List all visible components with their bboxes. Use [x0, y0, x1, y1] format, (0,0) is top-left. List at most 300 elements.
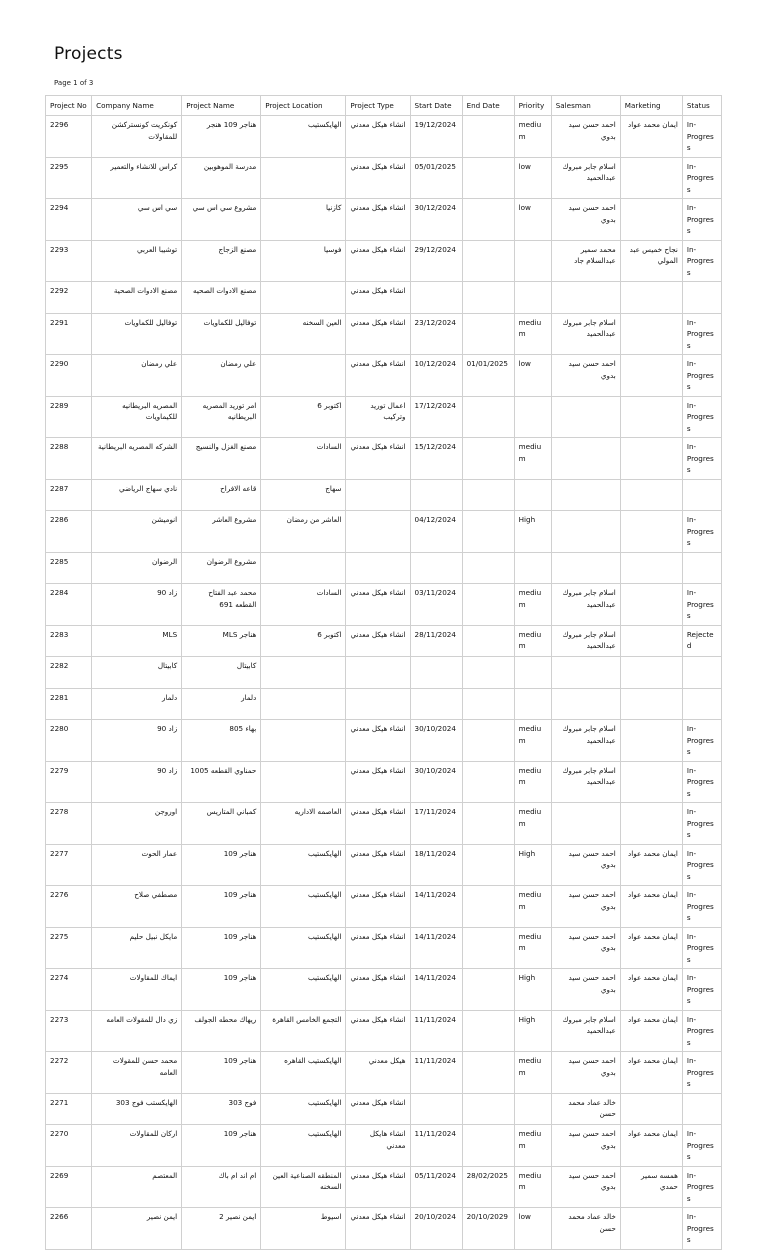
table-row: [46, 1166, 722, 1208]
table-cell: اسلام جابر مبروك عبدالحميد: [551, 584, 620, 626]
table-cell: مصنع الادوات الصحية: [92, 282, 182, 314]
table-cell: [346, 511, 410, 553]
table-cell: انشاء هيكل معدني: [346, 313, 410, 355]
table-cell: انشاء هيكل معدني: [346, 969, 410, 1011]
table-row: [46, 969, 722, 1011]
table-cell: [462, 1125, 514, 1167]
table-cell: 05/11/2024: [410, 1166, 462, 1208]
table-cell: اركان للمقاولات: [92, 1125, 182, 1167]
table-cell: low: [514, 157, 551, 199]
table-cell: 01/01/2025: [462, 355, 514, 397]
table-cell: In-Progress: [682, 886, 721, 928]
table-cell: محمد سمير عبدالسلام جاد: [551, 240, 620, 282]
table-cell: In-Progress: [682, 157, 721, 199]
table-cell: زاد 90: [92, 761, 182, 803]
table-cell: 2283: [46, 625, 92, 657]
table-cell: انشاء هيكل معدني: [346, 927, 410, 969]
table-cell: [620, 396, 682, 438]
table-cell: 2295: [46, 157, 92, 199]
table-cell: [462, 625, 514, 657]
table-cell: [551, 282, 620, 314]
table-cell: medium: [514, 1052, 551, 1094]
table-cell: 11/11/2024: [410, 1052, 462, 1094]
table-cell: [261, 761, 346, 803]
column-header: Project No: [46, 96, 92, 116]
table-cell: In-Progress: [682, 438, 721, 480]
table-cell: مصنع الادوات الصحيه: [182, 282, 261, 314]
table-cell: medium: [514, 927, 551, 969]
table-cell: [462, 479, 514, 511]
table-cell: [514, 552, 551, 584]
table-cell: هناجر MLS: [182, 625, 261, 657]
table-cell: اكتوبر 6: [261, 396, 346, 438]
table-cell: [551, 396, 620, 438]
table-cell: In-Progress: [682, 355, 721, 397]
table-cell: المنطقه الصناعية العين السخنه: [261, 1166, 346, 1208]
table-cell: [462, 720, 514, 762]
table-cell: 29/12/2024: [410, 240, 462, 282]
table-cell: 11/11/2024: [410, 1125, 462, 1167]
table-cell: In-Progress: [682, 1208, 721, 1250]
table-cell: 15/12/2024: [410, 438, 462, 480]
table-cell: 20/10/2029: [462, 1208, 514, 1250]
table-cell: 19/12/2024: [410, 116, 462, 158]
table-cell: علي رمضان: [182, 355, 261, 397]
table-cell: [410, 657, 462, 689]
table-cell: low: [514, 1208, 551, 1250]
table-row: [46, 720, 722, 762]
table-cell: [462, 552, 514, 584]
table-cell: التجمع الخامس القاهرة: [261, 1010, 346, 1052]
table-cell: اكتوبر 6: [261, 625, 346, 657]
table-row: [46, 657, 722, 689]
table-cell: [620, 313, 682, 355]
table-cell: [462, 313, 514, 355]
table-cell: 30/10/2024: [410, 720, 462, 762]
column-header: Project Type: [346, 96, 410, 116]
table-cell: ايمان محمد عواد: [620, 116, 682, 158]
table-cell: انشاء هيكل معدني: [346, 584, 410, 626]
table-cell: الهايكستيب: [261, 844, 346, 886]
table-cell: ايمان محمد عواد: [620, 844, 682, 886]
table-cell: [620, 438, 682, 480]
table-cell: كابيتال: [92, 657, 182, 689]
table-cell: 2273: [46, 1010, 92, 1052]
table-cell: امر توريد المصريه البريطانيه: [182, 396, 261, 438]
table-cell: [514, 282, 551, 314]
table-cell: السادات: [261, 438, 346, 480]
table-cell: 2293: [46, 240, 92, 282]
table-row: [46, 761, 722, 803]
table-cell: [514, 396, 551, 438]
table-cell: [462, 761, 514, 803]
table-row: [46, 1208, 722, 1250]
table-cell: مصطفي صلاح: [92, 886, 182, 928]
table-cell: المصريه البريطانيه للكيماويات: [92, 396, 182, 438]
table-cell: كراس للانشاء والتعمير: [92, 157, 182, 199]
table-cell: [620, 584, 682, 626]
table-cell: انشاء هايكل معدني: [346, 1125, 410, 1167]
table-cell: [620, 1208, 682, 1250]
table-cell: الهايكستيب: [261, 886, 346, 928]
table-cell: مشروع العاشر: [182, 511, 261, 553]
table-cell: [620, 479, 682, 511]
table-cell: 2266: [46, 1208, 92, 1250]
table-cell: احمد حسن سيد بدوي: [551, 1166, 620, 1208]
table-cell: فوج 303: [182, 1093, 261, 1125]
table-cell: [514, 1093, 551, 1125]
table-cell: [620, 688, 682, 720]
table-cell: 30/10/2024: [410, 761, 462, 803]
table-cell: مصنع الغزل والنسيج: [182, 438, 261, 480]
table-cell: الشركه المصريه البريطانية: [92, 438, 182, 480]
table-row: [46, 1052, 722, 1094]
table-cell: In-Progress: [682, 844, 721, 886]
table-cell: [261, 355, 346, 397]
table-cell: اوروجن: [92, 803, 182, 845]
table-cell: خالد عماد محمد حسن: [551, 1208, 620, 1250]
table-cell: [462, 438, 514, 480]
table-cell: medium: [514, 584, 551, 626]
table-cell: [410, 552, 462, 584]
table-cell: [462, 396, 514, 438]
table-cell: هيكل معدني: [346, 1052, 410, 1094]
table-cell: In-Progress: [682, 116, 721, 158]
table-cell: 18/11/2024: [410, 844, 462, 886]
table-cell: [261, 720, 346, 762]
table-cell: 30/12/2024: [410, 199, 462, 241]
table-cell: [462, 116, 514, 158]
table-cell: قاعه الافراح: [182, 479, 261, 511]
table-cell: medium: [514, 803, 551, 845]
table-cell: اسلام جابر مبروك عبدالحميد: [551, 720, 620, 762]
table-cell: medium: [514, 313, 551, 355]
table-cell: [551, 552, 620, 584]
table-row: [46, 355, 722, 397]
table-row: [46, 886, 722, 928]
table-row: [46, 313, 722, 355]
table-cell: توفاليل للكماويات: [182, 313, 261, 355]
table-cell: [551, 688, 620, 720]
table-cell: [462, 157, 514, 199]
table-cell: [620, 657, 682, 689]
table-cell: انشاء هيكل معدني: [346, 157, 410, 199]
table-cell: اسيوط: [261, 1208, 346, 1250]
table-cell: سي اس سي: [92, 199, 182, 241]
table-cell: low: [514, 355, 551, 397]
table-cell: In-Progress: [682, 584, 721, 626]
table-cell: احمد حسن سيد بدوي: [551, 199, 620, 241]
table-cell: In-Progress: [682, 1052, 721, 1094]
table-cell: 2291: [46, 313, 92, 355]
table-cell: 2269: [46, 1166, 92, 1208]
table-row: [46, 479, 722, 511]
table-cell: [620, 761, 682, 803]
page-title: Projects: [54, 44, 123, 64]
table-cell: الهايكستيب: [261, 116, 346, 158]
table-row: [46, 927, 722, 969]
table-cell: انشاء هيكل معدني: [346, 199, 410, 241]
table-header-row: [46, 96, 722, 116]
table-cell: In-Progress: [682, 396, 721, 438]
table-cell: احمد حسن سيد بدوي: [551, 116, 620, 158]
table-cell: [682, 552, 721, 584]
table-cell: السادات: [261, 584, 346, 626]
table-cell: انشاء هيكل معدني: [346, 1166, 410, 1208]
table-cell: [462, 1010, 514, 1052]
table-cell: احمد حسن سيد بدوي: [551, 844, 620, 886]
table-cell: كابيتال: [182, 657, 261, 689]
table-cell: [620, 803, 682, 845]
table-cell: زاد 90: [92, 584, 182, 626]
table-cell: مدرسة الموهوبين: [182, 157, 261, 199]
table-row: [46, 625, 722, 657]
table-cell: مصنع الزجاج: [182, 240, 261, 282]
table-cell: 2271: [46, 1093, 92, 1125]
table-cell: In-Progress: [682, 969, 721, 1011]
table-cell: فوسيا: [261, 240, 346, 282]
table-cell: [551, 479, 620, 511]
table-cell: احمد حسن سيد بدوي: [551, 355, 620, 397]
table-cell: ريهاك محطه الجولف: [182, 1010, 261, 1052]
table-cell: [462, 584, 514, 626]
table-cell: High: [514, 511, 551, 553]
table-cell: احمد حسن سيد بدوي: [551, 886, 620, 928]
table-cell: [462, 927, 514, 969]
table-cell: medium: [514, 116, 551, 158]
table-cell: 28/11/2024: [410, 625, 462, 657]
table-cell: الرضوان: [92, 552, 182, 584]
table-cell: 2282: [46, 657, 92, 689]
table-cell: انشاء هيكل معدني: [346, 355, 410, 397]
table-cell: العاشر من رمضان: [261, 511, 346, 553]
column-header: Project Name: [182, 96, 261, 116]
table-cell: 2284: [46, 584, 92, 626]
table-cell: هناجر 109: [182, 927, 261, 969]
table-cell: انشاء هيكل معدني: [346, 625, 410, 657]
table-cell: 28/02/2025: [462, 1166, 514, 1208]
table-row: [46, 240, 722, 282]
table-cell: [514, 688, 551, 720]
table-cell: كونكريت كونستركشن للمقاولات: [92, 116, 182, 158]
table-cell: 2270: [46, 1125, 92, 1167]
table-cell: [462, 969, 514, 1011]
table-cell: ايمان محمد عواد: [620, 1010, 682, 1052]
table-row: [46, 803, 722, 845]
table-cell: 14/11/2024: [410, 886, 462, 928]
table-cell: 03/11/2024: [410, 584, 462, 626]
table-row: [46, 282, 722, 314]
table-cell: [261, 657, 346, 689]
table-cell: ايمان محمد عواد: [620, 969, 682, 1011]
table-cell: دلمار: [92, 688, 182, 720]
table-cell: اعمال توريد وتركيب: [346, 396, 410, 438]
table-cell: [620, 282, 682, 314]
table-cell: medium: [514, 886, 551, 928]
table-cell: [620, 1093, 682, 1125]
table-cell: انشاء هيكل معدني: [346, 1208, 410, 1250]
column-header: End Date: [462, 96, 514, 116]
table-cell: 14/11/2024: [410, 969, 462, 1011]
table-cell: [620, 625, 682, 657]
table-cell: Rejected: [682, 625, 721, 657]
table-cell: مايكل نبيل حليم: [92, 927, 182, 969]
table-cell: انشاء هيكل معدني: [346, 803, 410, 845]
table-cell: medium: [514, 625, 551, 657]
table-cell: احمد حسن سيد بدوي: [551, 1125, 620, 1167]
table-cell: كمباني المتاريس: [182, 803, 261, 845]
table-cell: [682, 479, 721, 511]
projects-table: [45, 95, 722, 1250]
table-cell: In-Progress: [682, 313, 721, 355]
table-cell: 2278: [46, 803, 92, 845]
table-cell: توشيبا العربي: [92, 240, 182, 282]
table-cell: medium: [514, 1166, 551, 1208]
table-cell: 2286: [46, 511, 92, 553]
column-header: Marketing: [620, 96, 682, 116]
table-cell: High: [514, 844, 551, 886]
table-cell: [682, 688, 721, 720]
table-cell: نادي سهاج الرياضي: [92, 479, 182, 511]
table-cell: خالد عماد محمد حسن: [551, 1093, 620, 1125]
table-cell: الهايكستيب: [261, 927, 346, 969]
table-cell: ايمن نصير: [92, 1208, 182, 1250]
table-cell: هناجر 109 هنجر: [182, 116, 261, 158]
table-row: [46, 688, 722, 720]
table-cell: نجاح خميس عبد المولي: [620, 240, 682, 282]
table-cell: انشاء هيكل معدني: [346, 761, 410, 803]
table-cell: 04/12/2024: [410, 511, 462, 553]
table-cell: هناجر 109: [182, 1125, 261, 1167]
table-cell: [346, 552, 410, 584]
table-cell: انشاء هيكل معدني: [346, 116, 410, 158]
table-cell: In-Progress: [682, 511, 721, 553]
table-cell: زي دال للمقولات العامه: [92, 1010, 182, 1052]
table-row: [46, 552, 722, 584]
table-cell: [410, 282, 462, 314]
table-cell: [346, 657, 410, 689]
table-cell: 05/01/2025: [410, 157, 462, 199]
table-cell: احمد حسن سيد بدوي: [551, 1052, 620, 1094]
table-cell: 2276: [46, 886, 92, 928]
table-cell: 2281: [46, 688, 92, 720]
table-cell: 2290: [46, 355, 92, 397]
table-cell: [462, 803, 514, 845]
table-cell: [261, 552, 346, 584]
table-cell: انشاء هيكل معدني: [346, 1010, 410, 1052]
table-cell: دلمار: [182, 688, 261, 720]
table-cell: 23/12/2024: [410, 313, 462, 355]
table-cell: In-Progress: [682, 1166, 721, 1208]
table-cell: [462, 886, 514, 928]
table-cell: محمد عبد الفتاح القطعه 691: [182, 584, 261, 626]
table-cell: [462, 240, 514, 282]
table-cell: الهايكستيب: [261, 969, 346, 1011]
table-cell: [462, 688, 514, 720]
table-cell: 17/11/2024: [410, 803, 462, 845]
table-cell: [410, 1093, 462, 1125]
column-header: Salesman: [551, 96, 620, 116]
table-cell: [462, 657, 514, 689]
table-cell: انشاء هيكل معدني: [346, 438, 410, 480]
table-row: [46, 511, 722, 553]
table-row: [46, 1010, 722, 1052]
table-cell: In-Progress: [682, 1125, 721, 1167]
table-cell: [514, 657, 551, 689]
table-cell: ايماك للمقاولات: [92, 969, 182, 1011]
table-cell: 2275: [46, 927, 92, 969]
table-cell: 20/10/2024: [410, 1208, 462, 1250]
table-cell: احمد حسن سيد بدوي: [551, 969, 620, 1011]
table-cell: انشاء هيكل معدني: [346, 844, 410, 886]
table-cell: [682, 282, 721, 314]
table-cell: In-Progress: [682, 1010, 721, 1052]
table-cell: In-Progress: [682, 803, 721, 845]
table-cell: كازنيا: [261, 199, 346, 241]
table-cell: In-Progress: [682, 199, 721, 241]
table-cell: [462, 199, 514, 241]
table-cell: [514, 479, 551, 511]
table-cell: عمار الحوت: [92, 844, 182, 886]
table-cell: 2289: [46, 396, 92, 438]
table-cell: [462, 511, 514, 553]
table-cell: انشاء هيكل معدني: [346, 886, 410, 928]
table-cell: المعتصم: [92, 1166, 182, 1208]
column-header: Start Date: [410, 96, 462, 116]
table-cell: [682, 1093, 721, 1125]
table-cell: [514, 240, 551, 282]
table-cell: [620, 720, 682, 762]
table-cell: 2272: [46, 1052, 92, 1094]
table-cell: 2279: [46, 761, 92, 803]
table-cell: 2296: [46, 116, 92, 158]
table-cell: 2288: [46, 438, 92, 480]
table-cell: medium: [514, 720, 551, 762]
column-header: Company Name: [92, 96, 182, 116]
table-cell: الهايكستيب: [261, 1125, 346, 1167]
column-header: Status: [682, 96, 721, 116]
table-cell: 2280: [46, 720, 92, 762]
table-cell: 10/12/2024: [410, 355, 462, 397]
table-cell: 2294: [46, 199, 92, 241]
table-cell: In-Progress: [682, 927, 721, 969]
table-cell: اسلام جابر مبروك عبدالحميد: [551, 761, 620, 803]
table-cell: [620, 511, 682, 553]
table-cell: 14/11/2024: [410, 927, 462, 969]
table-cell: ايمان محمد عواد: [620, 1125, 682, 1167]
table-cell: هناجر 109: [182, 969, 261, 1011]
table-cell: علي رمضان: [92, 355, 182, 397]
table-cell: High: [514, 1010, 551, 1052]
table-cell: 2285: [46, 552, 92, 584]
table-cell: [261, 688, 346, 720]
table-cell: هناجر 109: [182, 844, 261, 886]
table-cell: ايمان محمد عواد: [620, 1052, 682, 1094]
table-cell: انشاء هيكل معدني: [346, 720, 410, 762]
table-row: [46, 199, 722, 241]
table-cell: زاد 90: [92, 720, 182, 762]
table-cell: هناجر 109: [182, 886, 261, 928]
table-cell: مشروع سي اس سي: [182, 199, 261, 241]
table-row: [46, 157, 722, 199]
table-cell: ام اند ام باك: [182, 1166, 261, 1208]
table-cell: 2287: [46, 479, 92, 511]
table-cell: ايمان محمد عواد: [620, 886, 682, 928]
table-cell: [462, 1052, 514, 1094]
table-cell: medium: [514, 761, 551, 803]
table-cell: العاصمه الاداريه: [261, 803, 346, 845]
table-cell: ايمن نصير 2: [182, 1208, 261, 1250]
